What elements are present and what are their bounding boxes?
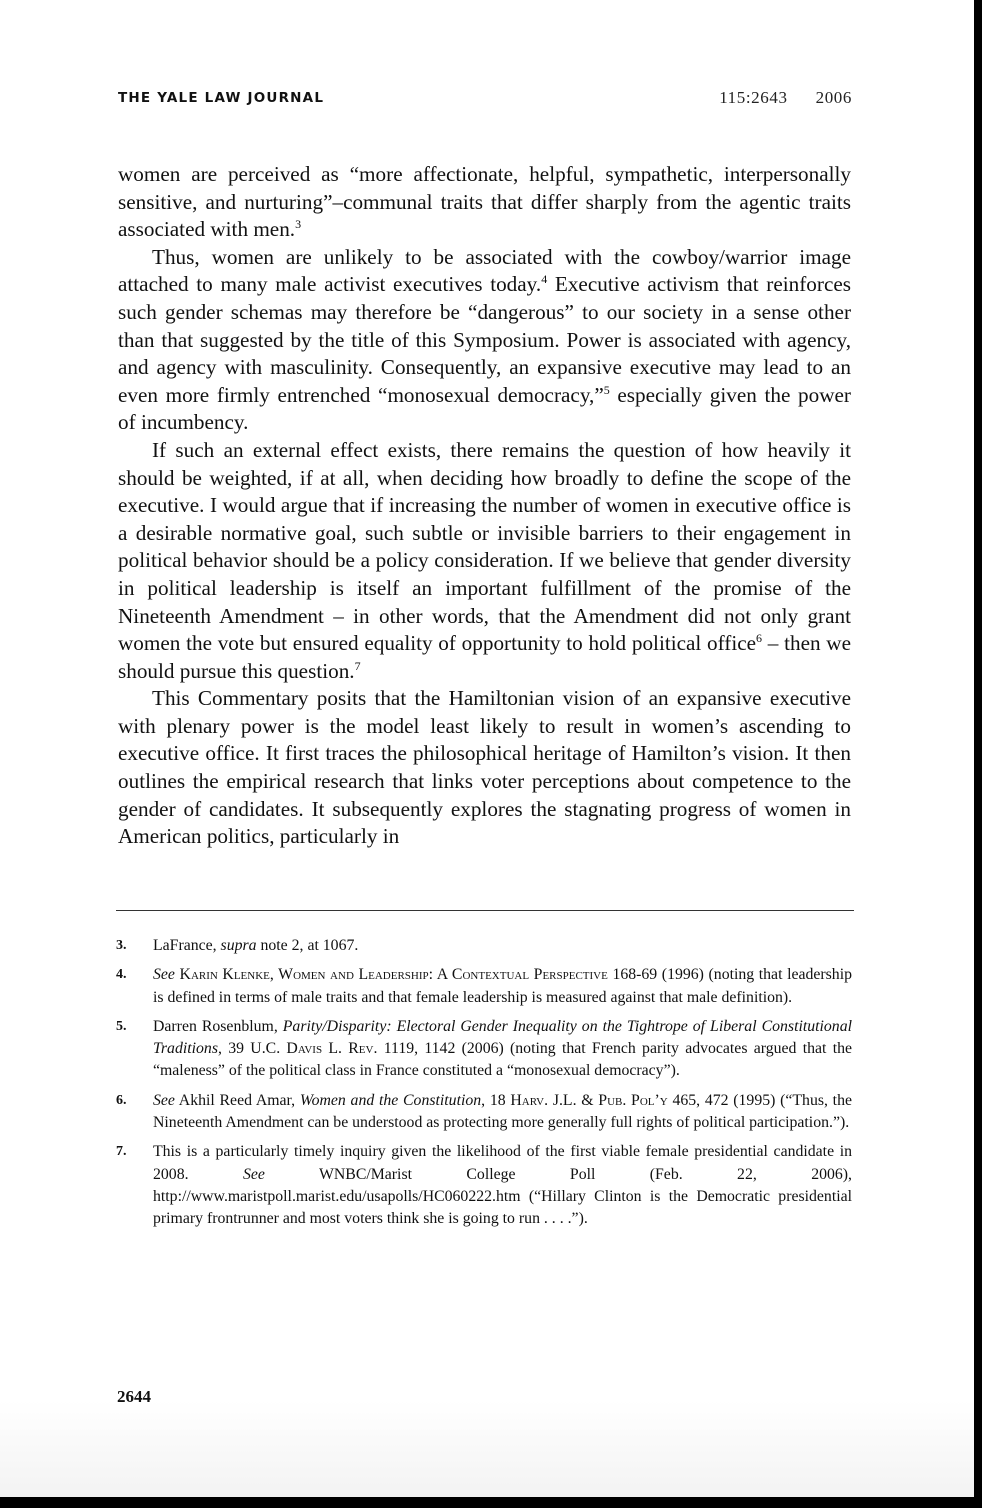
footnote-ref-3[interactable]: 3: [295, 217, 302, 232]
year: 2006: [815, 88, 852, 107]
footnote-ref-6[interactable]: 6: [756, 631, 763, 646]
footnote-number: 5.: [116, 1018, 127, 1034]
footnote-6: 6. See Akhil Reed Amar, Women and the Constitution, 18 Harv. J.L. & Pub. Pol’y 465, 472 (1995) (“Thus, the Nineteenth Amendment can be understood as protecting more generally full rights of political participation.”).: [116, 1091, 852, 1132]
footnote-divider: [116, 910, 854, 911]
page-number: 2644: [117, 1387, 151, 1406]
running-head: [118, 90, 852, 112]
footnote-3: 3. LaFrance, supra note 2, at 1067.: [116, 935, 852, 957]
footnote-number: 3.: [116, 938, 127, 953]
citation: [719, 88, 852, 108]
footnote-number: 4.: [116, 967, 127, 983]
footnote-5: 5. Darren Rosenblum, Parity/Disparity: Electoral Gender Inequality on the Tightrope of Liberal Constitutional Traditions, 39 U.C. Davis L. Rev. 1119, 1142 (2006) (noting that French parity advocates argued that the “maleness” of the political class in France constituted a “monosexual democracy”).: [116, 1017, 852, 1080]
footnote-ref-5[interactable]: 5: [603, 382, 610, 397]
paragraph-4: This Commentary posits that the Hamiltonian vision of an expansive executive with plenary power is the model least likely to result in women’s ascending to executive office. It first traces the philosophical heritage of Hamilton’s vision. It then outlines the empirical research that links voter perceptions about competence to the gender of candidates. It subsequently explores the stagnating progress of women in American politics, particularly in: [118, 686, 851, 849]
paragraph-3: If such an external effect exists, there remains the question of how heavily it should be weighted, if at all, when deciding how broadly to define the scope of the executive. I would argue that if increasing the number of women in executive office is a desirable normative goal, such subtle or invisible barriers to their engagement in political behavior should be a policy consideration. If we believe that gender diversity in political leadership is itself an important fulfillment of the promise of the Nineteenth Amendment – in other words, that the Amendment did not only grant women the vote but ensured equality of opportunity to hold political office$^6$ – then we should pursue this question.$^7$: [118, 437, 852, 683]
body-text: [118, 161, 851, 851]
paragraph-1: women are perceived as “more affectionate, helpful, sympathetic, interpersonally sensitive, and nurturing”–communal traits that differ sharply from the agentic traits associated with men.$^3$: [118, 162, 851, 242]
footnote-number: 6.: [116, 1092, 127, 1108]
footnote-4: 4. See Karin Klenke, Women and Leadership: A Contextual Perspective 168-69 (1996) (noting that leadership is defined in terms of male traits and that female leadership is measured against that male definition).: [116, 966, 852, 1006]
footnote-ref-4[interactable]: 4: [541, 272, 548, 287]
footnote-number: 7.: [116, 1144, 127, 1160]
volume-page: 115:2643: [719, 88, 788, 107]
footnote-ref-7[interactable]: 7: [354, 658, 361, 673]
footnote-7: 7. This is a particularly timely inquiry given the likelihood of the first viable female presidential candidate in 2008. See WNBC/Marist College Poll (Feb. 22, 2006), http://www.maristpoll.marist.edu/usapolls/HC060222.htm (“Hillary Clinton is the Democratic presidential primary frontrunner and most voters think she is going to run . . . .”).: [116, 1143, 852, 1228]
paragraph-2: Thus, women are unlikely to be associated with the cowboy/warrior image attached to many male activist executives today.$^4$ Executive activism that reinforces such gender schemas may therefore be “dangerous” to our society in a sense other than that suggested by the title of this Symposium. Power is associated with agency, and agency with masculinity. Consequently, an expansive executive may lead to an even more firmly entrenched “monosexual democracy,”$^5$ especially given the power of incumbency.: [118, 244, 852, 435]
journal-title: THE YALE LAW JOURNAL: [118, 90, 325, 106]
footnotes: [116, 935, 852, 1238]
